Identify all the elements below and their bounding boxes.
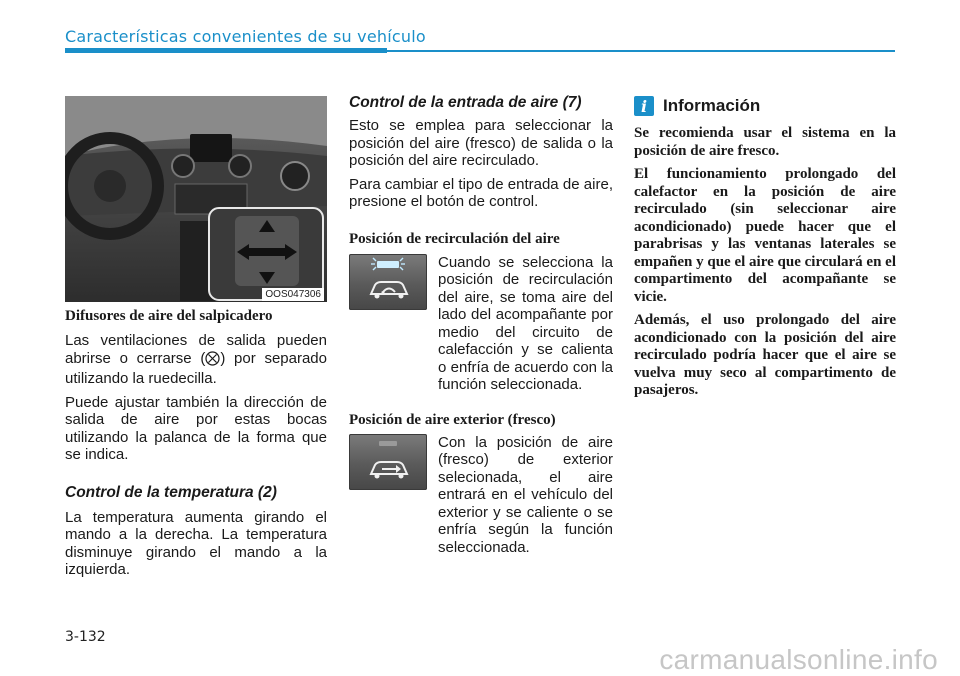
intake-paragraph-1: Esto se emplea para seleccionar la posición del aire (fresco) de salida o la posición del aire recirculado. (349, 117, 613, 169)
recirculation-paragraph: Cuando se selecciona la posición de recirculación del aire, se toma aire del lado del acompañante por medio del circuito de calefacción y se calienta o enfría de acuerdo con la función seleccionada. (438, 253, 613, 393)
info-box (634, 96, 896, 400)
dashboard-vents-photo (65, 96, 327, 302)
info-header (634, 96, 896, 116)
recirculation-block (349, 254, 613, 394)
intake-heading: Control de la entrada de aire (7) (349, 94, 582, 111)
fresh-air-button-icon (349, 434, 427, 490)
info-paragraph-1: Se recomienda usar el sistema en la posición de aire fresco. (634, 125, 896, 159)
column-left (65, 96, 327, 579)
temperature-heading: Control de la temperatura (2) (65, 483, 277, 501)
info-paragraph-2: El funcionamiento prolongado del calefactor en la posición de aire recirculado (sin seleccionar aire acondicionado) puede hacer que el parabrisas y las ventanas laterales se empañen y que el aire que circulará en el compartimento del acompañante se vicie. (634, 166, 896, 305)
dashboard-illustration (65, 96, 327, 302)
figure-code: OOS047306 (262, 288, 324, 301)
temperature-paragraph: La temperatura aumenta girando el mando a la derecha. La temperatura disminuye girando el mando a la izquierda. (65, 508, 327, 578)
info-icon: i (634, 96, 654, 116)
vents-paragraph-1 (65, 332, 327, 388)
watermark: carmanualsonline.info (659, 644, 938, 675)
vents-heading: Difusores de aire del salpicadero (65, 308, 273, 324)
vents-paragraph-2: Puede ajustar también la dirección de salida de aire por estas bocas utilizando la palanca de la forma que se indica. (65, 393, 327, 463)
vents-text-b: ) por separado utilizando la ruedecilla. (65, 349, 327, 387)
info-title: Información (663, 96, 761, 115)
recirculation-button-icon (349, 254, 427, 310)
section-header: Características convenientes de su vehículo (65, 27, 426, 46)
fresh-air-paragraph: Con la posición de aire (fresco) de exterior selecionada, el aire entrará en el vehículo del exterior y se caliente o se enfría según la función seleccionada. (438, 433, 613, 556)
intake-paragraph-2: Para cambiar el tipo de entrada de aire, presione el botón de control. (349, 175, 613, 210)
close-vent-icon (205, 351, 220, 371)
fresh-air-block (349, 434, 613, 574)
recirculation-heading: Posición de recirculación del aire (349, 230, 560, 247)
column-middle (349, 96, 613, 574)
page-number: 3-132 (65, 629, 106, 645)
header-rule-accent (65, 48, 387, 53)
info-paragraph-3: Además, el uso prolongado del aire acondicionado con la posición del aire recirculado podría hacer que el aire se vuelva muy seco al compartimento de pasajeros. (634, 312, 896, 398)
fresh-air-heading: Posición de aire exterior (fresco) (349, 411, 556, 428)
vents-text-a: Las ventilaciones de salida pueden abrirse o cerrarse ( (65, 332, 327, 367)
